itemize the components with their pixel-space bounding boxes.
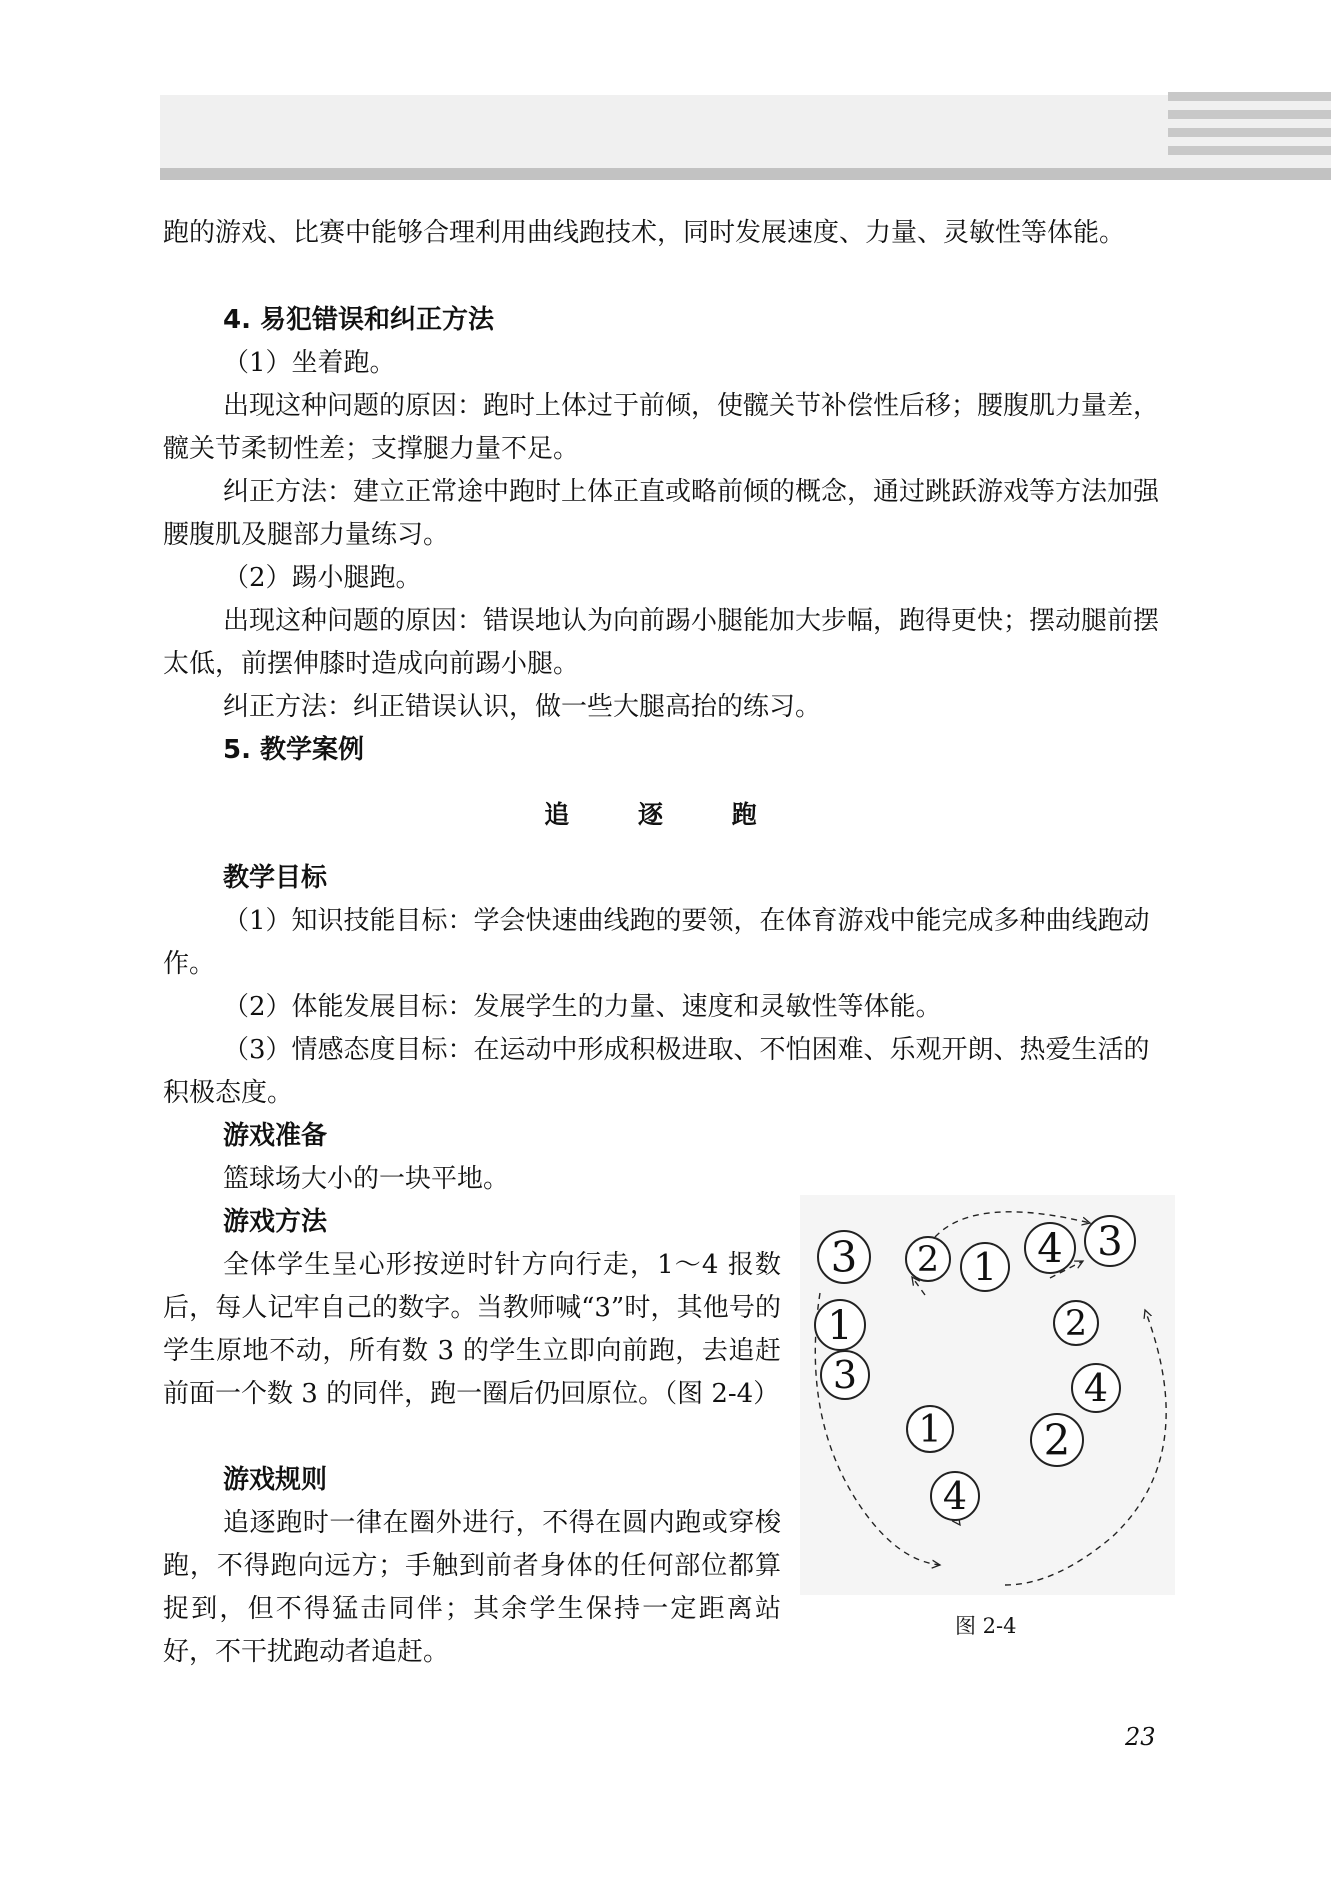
student-number: 3 [832, 1353, 858, 1398]
student-circle-2 [906, 1237, 950, 1281]
student-circle-11 [907, 1406, 953, 1452]
method-heading: 游戏方法 [223, 1207, 328, 1237]
prep-text: 篮球场大小的一块平地。 [223, 1164, 510, 1194]
arrow-right [1005, 1310, 1166, 1585]
item-1-cause: 出现这种问题的原因：跑时上体过于前倾，使髋关节补偿性后移；腰腹肌力量差，髋关节柔韧性差；支撑腿力量不足。 [163, 391, 1160, 464]
student-number: 2 [916, 1240, 940, 1281]
header-band [160, 95, 1331, 173]
item-2-label: （2）踢小腿跑。 [223, 563, 422, 593]
method-text: 全体学生呈心形按逆时针方向行走，1～4 报数后，每人记牢自己的数字。当教师喊“3”时，其他号的学生原地不动，所有数 3 的学生立即向前跑，去追赶前面一个数 3 的同伴，跑一圈后仍回原位。（图 2-4） [163, 1250, 781, 1409]
figure-caption: 图 2-4 [955, 1614, 1017, 1638]
student-circle-5 [1085, 1216, 1135, 1266]
item-2-fix: 纠正方法：纠正错误认识，做一些大腿高抬的练习。 [223, 692, 822, 722]
student-circle-8 [1072, 1364, 1120, 1412]
case-title: 追 逐 跑 [544, 800, 787, 829]
item-1-label: （1）坐着跑。 [223, 348, 396, 378]
rules-text: 追逐跑时一律在圈外进行，不得在圆内跑或穿梭跑，不得跑向远方；手触到前者身体的任何部位都算捉到，但不得猛击同伴；其余学生保持一定距离站好，不干扰跑动者追赶。 [163, 1508, 781, 1667]
header-stripes [1168, 92, 1331, 164]
rules-heading: 游戏规则 [223, 1465, 328, 1495]
student-circle-10 [1031, 1414, 1083, 1466]
student-circle-3 [961, 1243, 1009, 1291]
page-number: 23 [1125, 1723, 1156, 1751]
student-circle-6 [1054, 1301, 1098, 1345]
student-number: 2 [1064, 1304, 1088, 1345]
figure-2-4-diagram [800, 1195, 1175, 1595]
section-5-heading: 5. 教学案例 [223, 735, 365, 765]
continuation-paragraph: 跑的游戏、比赛中能够合理利用曲线跑技术，同时发展速度、力量、灵敏性等体能。 [163, 218, 1126, 248]
student-number: 3 [1097, 1218, 1123, 1265]
goal-3: （3）情感态度目标：在运动中形成积极进取、不怕困难、乐观开朗、热爱生活的积极态度。 [163, 1035, 1150, 1108]
item-2-cause: 出现这种问题的原因：错误地认为向前踢小腿能加大步幅，跑得更快；摆动腿前摆太低，前摆伸膝时造成向前踢小腿。 [163, 606, 1160, 679]
student-circle-9 [821, 1351, 869, 1399]
student-number: 4 [1037, 1225, 1063, 1272]
item-1-fix: 纠正方法：建立正常途中跑时上体正直或略前倾的概念，通过跳跃游戏等方法加强腰腹肌及腿部力量练习。 [163, 477, 1160, 550]
student-circle-12 [931, 1472, 979, 1520]
student-number: 3 [830, 1232, 858, 1282]
header-rule [160, 168, 1331, 180]
student-circle-1 [818, 1231, 870, 1283]
student-number: 4 [1083, 1366, 1109, 1411]
student-circle-4 [1025, 1223, 1075, 1273]
section-4-heading: 4. 易犯错误和纠正方法 [223, 305, 495, 335]
student-number: 1 [972, 1245, 998, 1290]
student-number: 4 [942, 1474, 968, 1519]
goal-2: （2）体能发展目标：发展学生的力量、速度和灵敏性等体能。 [223, 992, 942, 1022]
student-number: 1 [918, 1407, 942, 1451]
student-number: 1 [827, 1302, 853, 1349]
student-number: 2 [1043, 1415, 1071, 1465]
goal-1: （1）知识技能目标：学会快速曲线跑的要领，在体育游戏中能完成多种曲线跑动作。 [163, 906, 1150, 979]
goals-heading: 教学目标 [223, 863, 328, 893]
student-circle-7 [815, 1300, 865, 1350]
prep-heading: 游戏准备 [223, 1121, 328, 1151]
